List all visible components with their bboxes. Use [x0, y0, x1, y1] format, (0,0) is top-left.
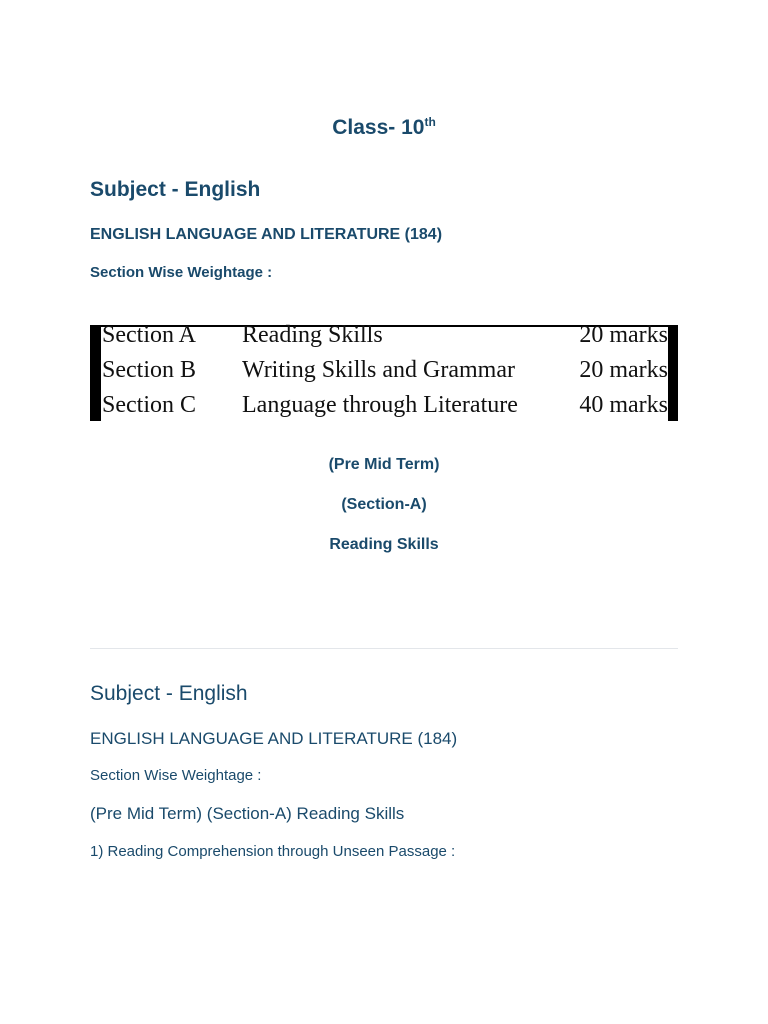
term-line: (Pre Mid Term) (Section-A) Reading Skills [90, 804, 405, 823]
term-heading: (Pre Mid Term) [328, 456, 440, 473]
table-cell-section: Section B [102, 357, 196, 383]
table-row [90, 322, 678, 354]
table-cell-section: Section A [102, 322, 196, 348]
section-heading: (Section-A) [341, 496, 427, 513]
section-divider [90, 648, 678, 649]
weightage-label-plain: Section Wise Weightage : [90, 767, 262, 784]
table-cell-marks: 20 marks [579, 357, 668, 383]
table-cell-marks: 40 marks [579, 392, 668, 418]
weightage-table-image [90, 322, 678, 421]
list-item: 1) Reading Comprehension through Unseen Passage : [90, 843, 456, 860]
table-row [90, 357, 678, 389]
table-cell-section: Section C [102, 392, 196, 418]
skill-heading: Reading Skills [329, 536, 439, 553]
table-cell-marks: 20 marks [579, 322, 668, 348]
subject-heading-plain: Subject - English [90, 682, 248, 705]
class-superscript: th [424, 115, 436, 129]
table-cell-topic: Language through Literature [242, 392, 518, 418]
course-heading-plain: ENGLISH LANGUAGE AND LITERATURE (184) [90, 729, 458, 748]
class-title [0, 116, 768, 140]
class-label: Class- 10 [332, 116, 425, 139]
table-cell-topic: Reading Skills [242, 322, 383, 348]
table-row [90, 392, 678, 424]
subject-heading: Subject - English [90, 178, 261, 201]
course-heading: ENGLISH LANGUAGE AND LITERATURE (184) [90, 226, 443, 243]
table-cell-topic: Writing Skills and Grammar [242, 357, 515, 383]
weightage-label: Section Wise Weightage : [90, 264, 273, 281]
